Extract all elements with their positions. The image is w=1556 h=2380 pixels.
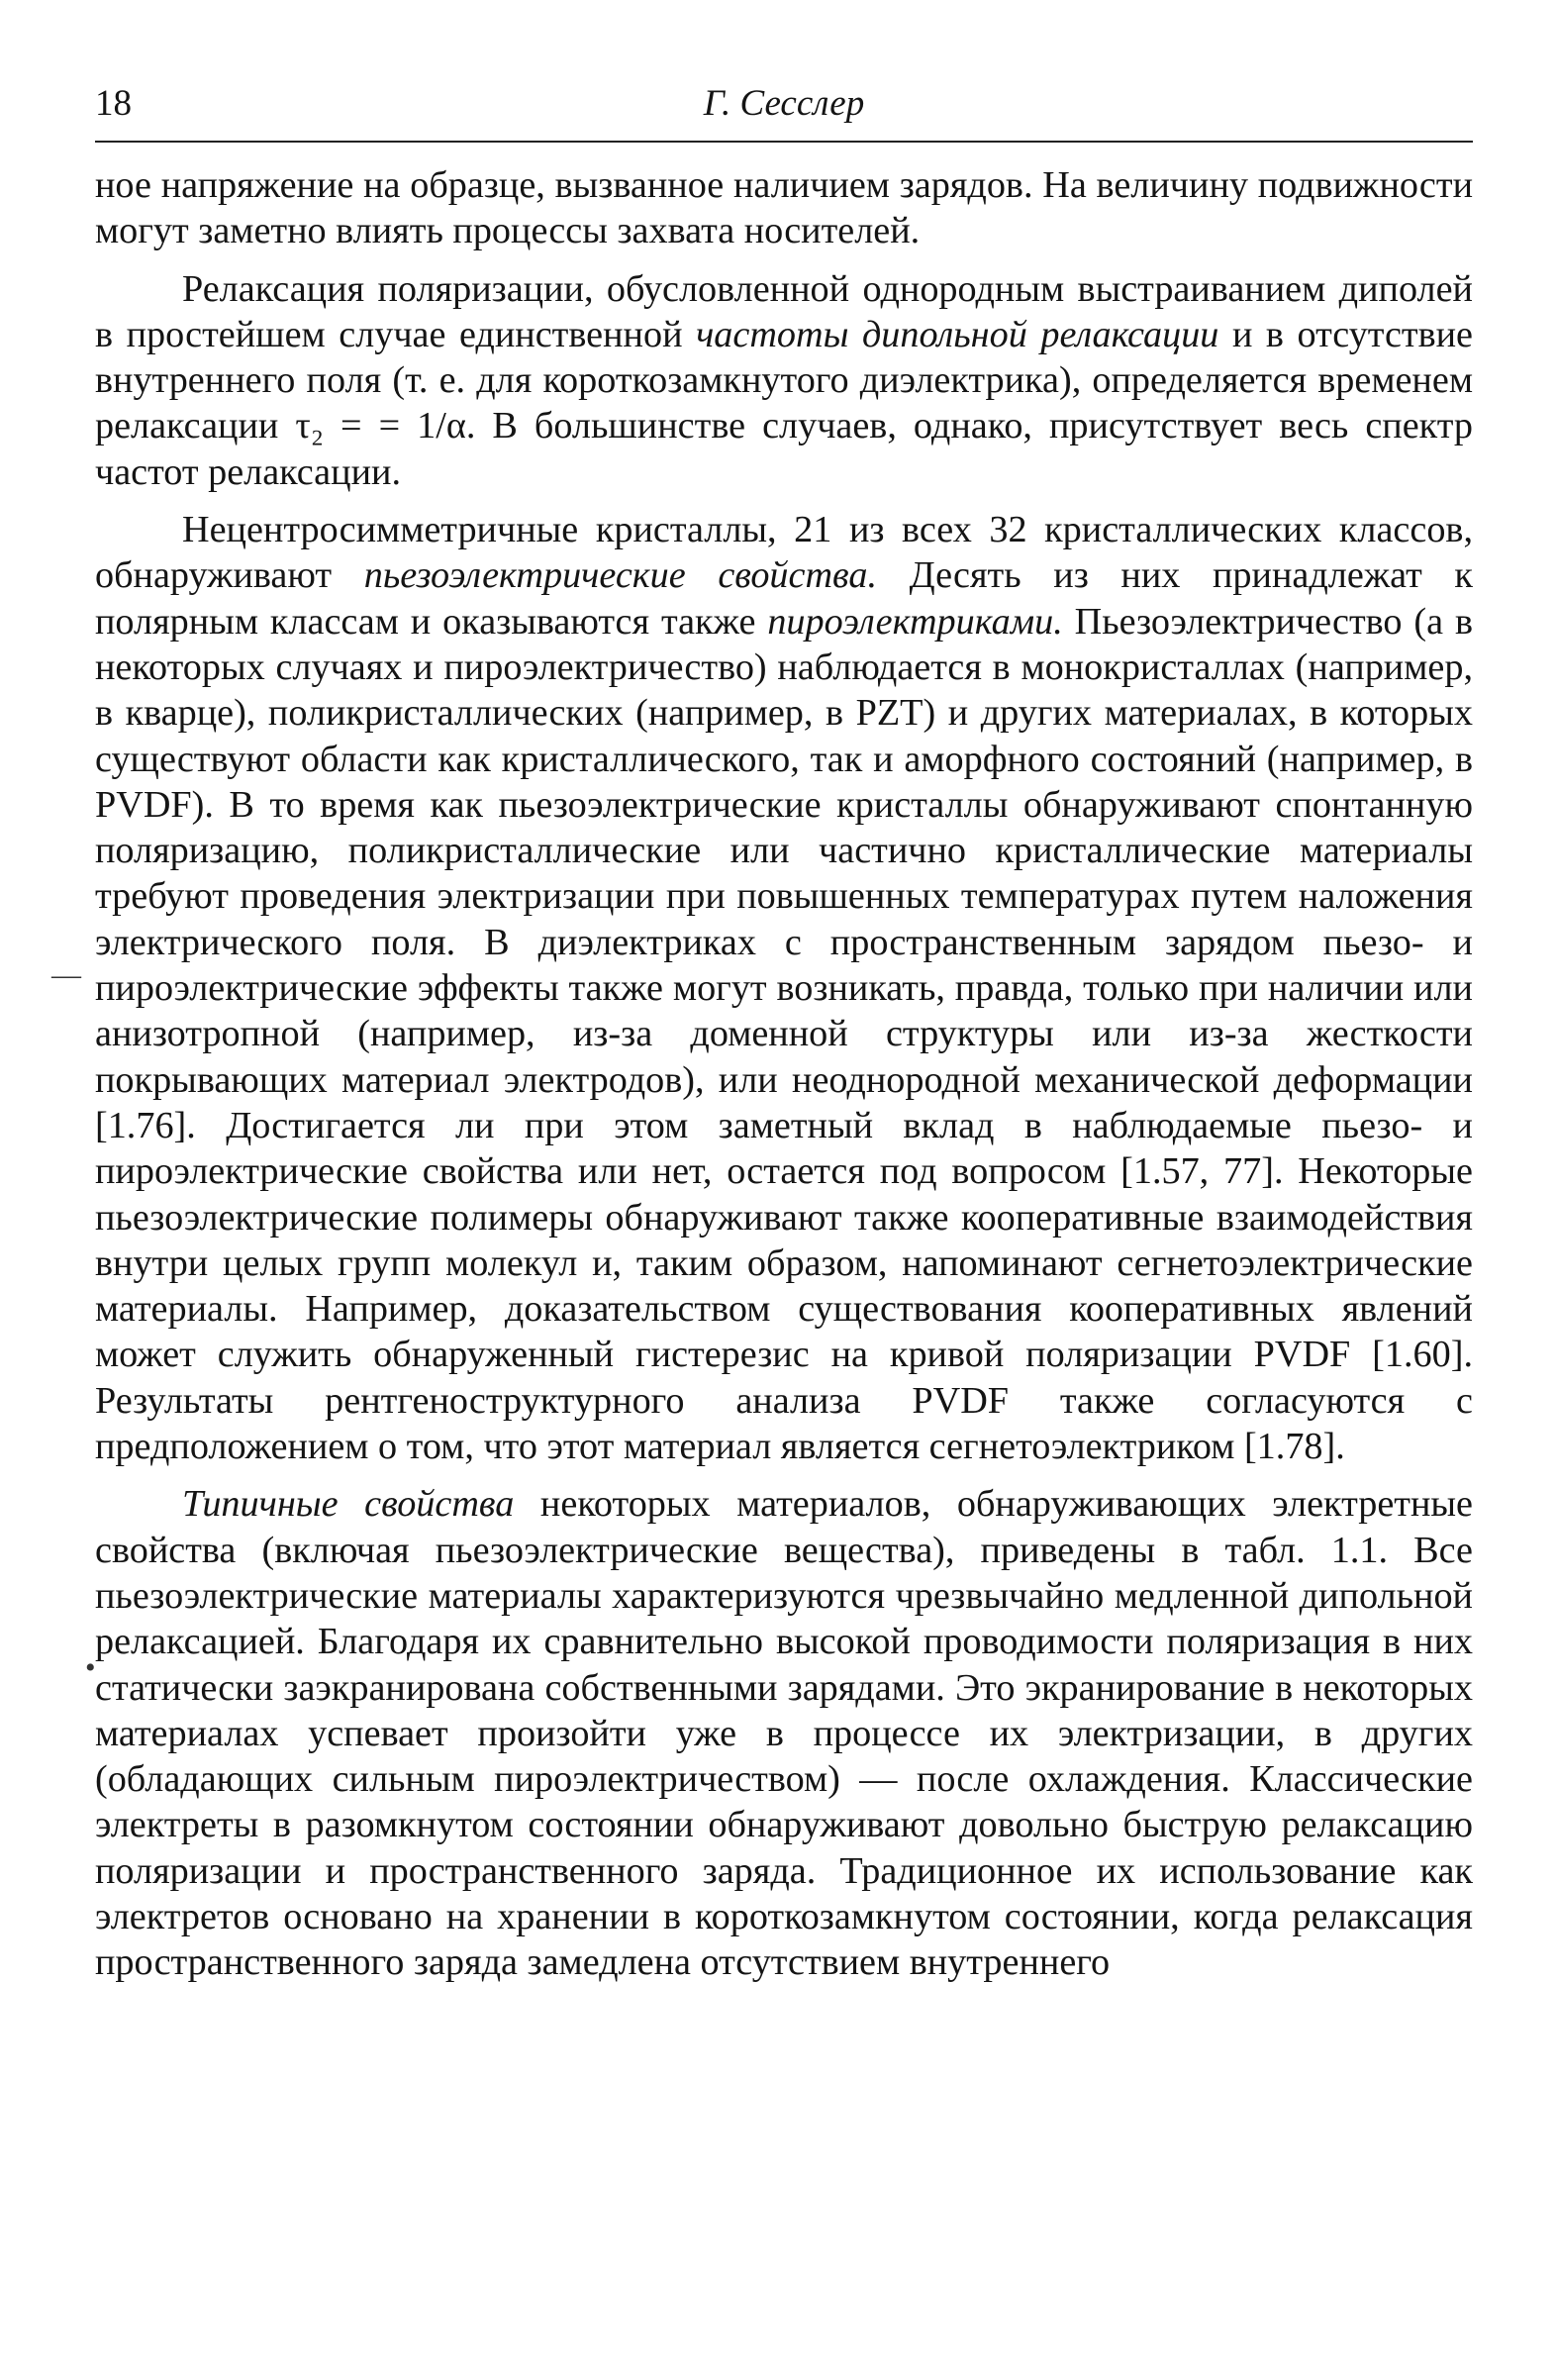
book-page — [95, 79, 1473, 1986]
paragraph-3-text-a: Нецентросимметричные кристаллы, 21 из всех 32 кристаллических классов, обнаруживают — [95, 509, 1473, 597]
header-rule — [95, 141, 1473, 143]
paragraph-1-text: ное напряжение на образце, вызванное наличием зарядов. На величину подвижности могут заметно влиять процессы захвата носителей. — [95, 164, 1473, 252]
term-pyroelectrics: пироэлектриками. — [767, 600, 1063, 643]
term-dipole-relaxation-frequency: частоты дипольной релаксации — [696, 313, 1219, 355]
paragraph-2 — [95, 266, 1473, 495]
paragraph-2-text-a: Релаксация поляризации, обусловленной однородным выстраиванием диполей в простейшем случае единственной — [95, 267, 1473, 355]
running-head — [95, 79, 1473, 129]
paragraph-3 — [95, 507, 1473, 1469]
paragraph-3-text-b: Десять из них принадлежат к полярным классам и оказываются также — [95, 554, 1473, 643]
paragraph-3-text-c: Пьезоэлектричество (а в некоторых случаях и пироэлектричество) наблюдается в монокристаллах (например, в кварце), поликристаллических (например, в PZT) и других материалах, в которых существуют области как кристаллического, так и аморфного состояний (например, в PVDF). В то время как пьезоэлектрические кристаллы обнаруживают спонтанную поляризацию, поликристаллические или частично кристаллические материалы требуют проведения электризации при повышенных температурах путем наложения электрического поля. В диэлектриках с пространственным зарядом пьезо- и пироэлектрические эффекты также могут возникать, правда, только при наличии или анизотропной (например, из-за доменной структуры или из-за жесткости покрывающих материал электродов), или неоднородной механической деформации [1.76]. Достигается ли при этом заметный вклад в наблюдаемые пьезо- и пироэлектрические свойства или нет, остается под вопросом [1.57, 77]. Некоторые пьезоэлектрические полимеры обнаруживают также кооперативные взаимодействия внутри целых групп молекул и, таким образом, напоминают сегнетоэлектрические материалы. Например, доказательством существования кооперативных явлений может служить обнаруженный гистерезис на кривой поляризации PVDF [1.60]. Результаты рентгеноструктурного анализа PVDF также согласуются с предположением о том, что этот материал является сегнетоэлектриком [1.78]. — [95, 600, 1473, 1468]
term-piezoelectric-properties: пьезоэлектрические свойства. — [363, 554, 878, 597]
page-number: 18 — [95, 83, 132, 124]
margin-dot-mark: • — [85, 1651, 96, 1684]
body-text — [95, 162, 1473, 1986]
paragraph-4-text: некоторых материалов, обнаруживающих электретные свойства (включая пьезоэлектрические вещества), приведены в табл. 1.1. Все пьезоэлектрические материалы характеризуются чрезвычайно медленной дипольной релаксацией. Благодаря их сравнительно высокой проводимости поляризация в них статически заэкранирована собственными зарядами. Это экранирование в некоторых материалах успевает произойти уже в процессе их электризации, в других (обладающих сильным пироэлектричеством) — после охлаждения. Классические электреты в разомкнутом состоянии обнаруживают довольно быструю релаксацию поляризации и пространственного заряда. Традиционное их использование как электретов основано на хранении в короткозамкнутом состоянии, когда релаксация пространственного заряда замедлена отсутствием внутреннего — [95, 1483, 1473, 1984]
running-title: Г. Сесслер — [703, 83, 865, 124]
paragraph-2-text-b: и в отсутствие внутреннего поля (т. е. для короткозамкнутого диэлектрика), определяется временем релаксации τ₂ = = 1/α. В большинстве случаев, однако, присутствует весь спектр частот релаксации. — [95, 313, 1473, 493]
margin-dash-mark: — — [51, 958, 81, 991]
paragraph-4 — [95, 1481, 1473, 1985]
term-typical-properties: Типичные свойства — [182, 1483, 515, 1526]
paragraph-1 — [95, 162, 1473, 254]
